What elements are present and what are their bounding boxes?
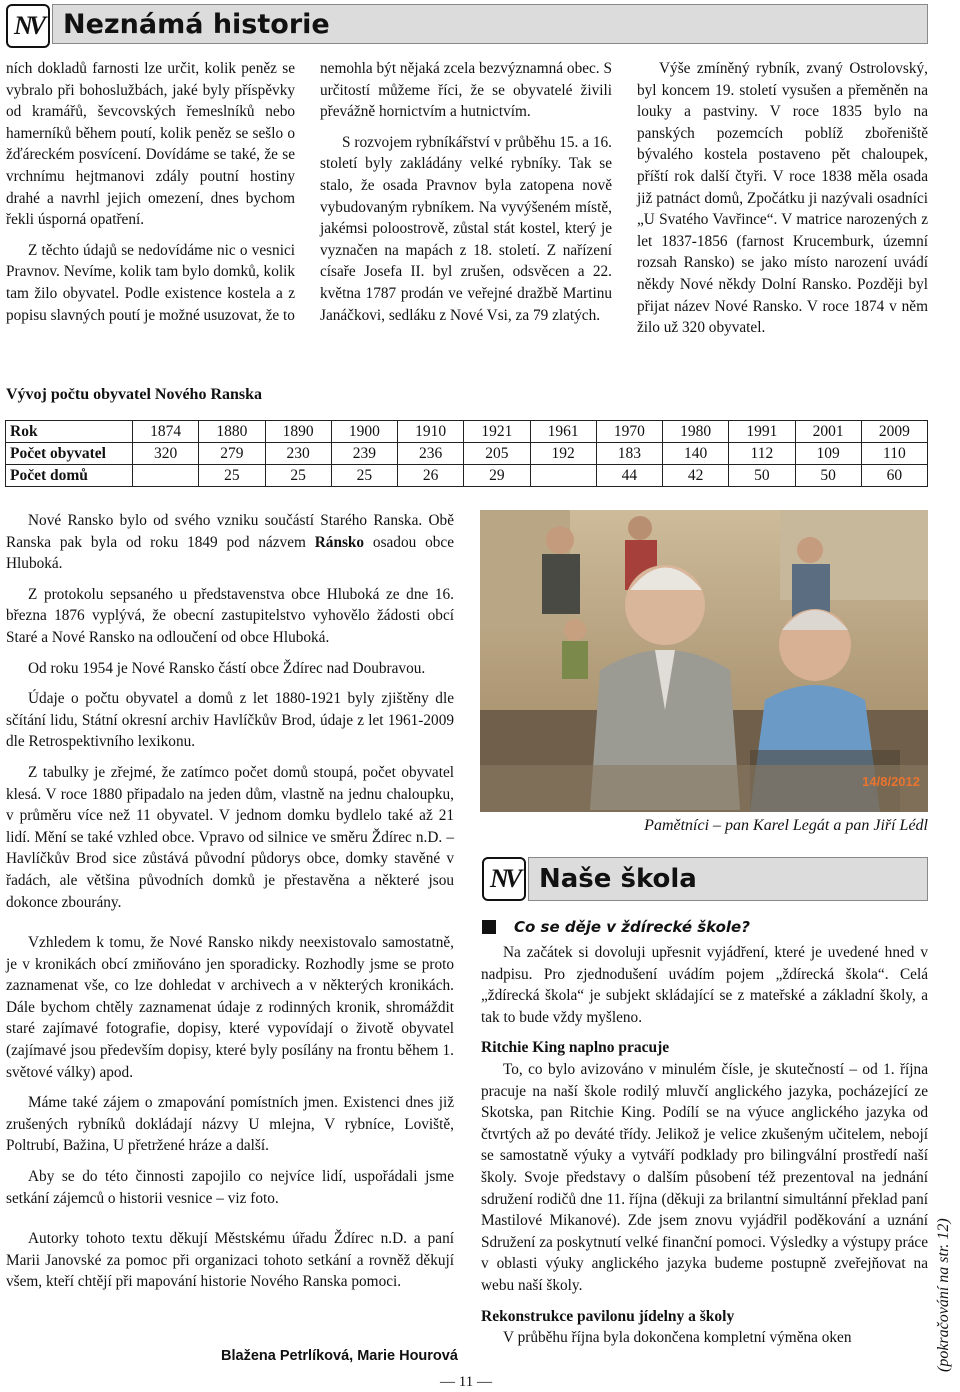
table-cell: 1991 bbox=[729, 421, 795, 443]
row-label: Počet domů bbox=[6, 465, 133, 487]
table-cell: 1890 bbox=[265, 421, 331, 443]
school-subtitle: Co se děje v ždírecké škole? bbox=[482, 918, 750, 936]
school-column bbox=[481, 942, 928, 1349]
table-cell: 1910 bbox=[398, 421, 464, 443]
photo-caption: Pamětníci – pan Karel Legát a pan Jiří Lédl bbox=[644, 817, 928, 834]
square-bullet-icon bbox=[482, 920, 496, 934]
paragraph: Od roku 1954 je Nové Ransko částí obce Ždírec nad Doubravou. bbox=[28, 659, 426, 677]
top-column-2 bbox=[320, 58, 612, 326]
table-caption: Vývoj počtu obyvatel Nového Ranska bbox=[6, 386, 263, 403]
table-cell: 239 bbox=[331, 443, 397, 465]
paragraph: Údaje o počtu obyvatel a domů z let 1880-1921 byly zjištěny dle sčítání lidu, Státní okresní archiv Havlíčkův Brod, údaje z let 1961-2009 dle Retrospektivního lexikonu. bbox=[6, 690, 454, 751]
table-cell: 1970 bbox=[596, 421, 662, 443]
table-cell: 1961 bbox=[530, 421, 596, 443]
table-cell: 1874 bbox=[133, 421, 199, 443]
paragraph: nemohla být nějaká zcela bezvýznamná obec. S určitostí můžeme říci, že se obyvatelé živili převážně hornictvím a hutnictvím. bbox=[320, 60, 612, 121]
paragraph: To, co bylo avizováno v minulém čísle, je skutečností – od 1. října pracuje na naší škole rodilý mluvčí anglického jazyka, pocházející ze Skotska, pan Ritchie King. Podílí se na výuce anglického jazyka od čtvrtých až po deváté třídy. Jelikož je velice zkušeným učitelem, nebojí se samostatně výuky a vytváří podklady pro bilingvální prostředí naší školy. Svoje představy o dalším působení též prezentoval na jednání sdružení rodičů dne 11. října (děkuji za brilantní simultánní překlad paní Mastilové Mikanové). Zde jsem znovu vyjádřil poděkování a uznání Sdružení za poskytnutí velké finanční pomoci. Výsledky a výstupy práce v oblasti výuky anglického jazyka budeme postupně zveřejňovat na webu naší školy. bbox=[481, 1060, 928, 1294]
table-cell: 140 bbox=[663, 443, 729, 465]
article-heading: Rekonstrukce pavilonu jídelny a školy bbox=[481, 1307, 735, 1325]
paragraph: Výše zmíněný rybník, zvaný Ostrolovský, byl koncem 19. století vysušen a přeměněn na louky a pastviny. V roce 1835 bylo na panských pozemcích poblíž zbořeniště bývalého kostela postaveno pět chaloupek, příští rok další čtyři. V roce 1838 měla osada již patnáct domů, Zpočátku ji nazývali osadníci „U Svatého Vavřince“. V matrice narozených z let 1837-1856 (farnost Krucemburk, územní rozsah Ransko) se jako místo narození uvádí někdy Nové někdy Dolní Ransko. Později byl přijat název Nové Ransko. V roce 1874 v něm žilo už 320 obyvatel. bbox=[637, 60, 928, 337]
table-cell: 2009 bbox=[861, 421, 927, 443]
table-cell: 26 bbox=[398, 465, 464, 487]
table-cell: 1880 bbox=[199, 421, 265, 443]
table-cell: 25 bbox=[199, 465, 265, 487]
table-row bbox=[6, 443, 928, 465]
table-cell: 60 bbox=[861, 465, 927, 487]
paragraph: Na začátek si dovoluji upřesnit vyjádření, které je uvedené hned v nadpisu. Pro zjednodušení uvádím pojem „ždírecká škola“. Celá „ždírecká škola“ je subjekt skládající se z mateřské a základní školy, a tak to bude vždy myšleno. bbox=[481, 944, 928, 1026]
table-row bbox=[6, 465, 928, 487]
paragraph: Z těchto údajů se nedovídáme nic o vesnici Pravnov. Nevíme, kolik tam bylo domků, kolik tam žilo obyvatel. Podle existence kostela a z popisu slavných poutí je možné usuzovat, že to bbox=[6, 241, 295, 324]
table-cell: 205 bbox=[464, 443, 530, 465]
paragraph: Z tabulky je zřejmé, že zatímco počet domů stoupá, počet obyvatel klesá. V roce 1880 připadalo na jeden dům, vlastně na jednu chaloupku, v průměru více než 11 obyvatel. V jednom domku bydlelo také až 21 lidí. Mění se také vzhled obce. Vpravo od silnice ve směru Ždírec n.D. – Havlíčkův Brod sice zůstává původní půdorys obce, domky stavěné v řadách, ale většina původních domků je přestavěna a některé jsou dokonce zbourány. bbox=[6, 763, 454, 911]
table-cell: 25 bbox=[265, 465, 331, 487]
paragraph: Z protokolu sepsaného u představenstva obce Hluboká ze dne 16. března 1876 vyplývá, že obecní zastupitelstvo vyhovělo žádosti obcí Staré a Nové Ransko na odloučení od obce Hluboká. bbox=[6, 585, 454, 646]
top-column-3 bbox=[637, 58, 928, 339]
school-section-logo: NV bbox=[482, 857, 526, 901]
section-title: Neznámá historie bbox=[52, 4, 928, 44]
table-cell: 42 bbox=[663, 465, 729, 487]
table-cell: 112 bbox=[729, 443, 795, 465]
paragraph: V průběhu října byla dokončena kompletní výměna oken bbox=[503, 1329, 852, 1347]
table-cell: 279 bbox=[199, 443, 265, 465]
table-cell: 1921 bbox=[464, 421, 530, 443]
paragraph: Vzhledem k tomu, že Nové Ransko nikdy neexistovalo samostatně, je v kronikách obcí zmiňováno jen sporadicky. Rozhodly jsme se proto zaznamenat vše, co lze dohledat v archivech a v některých kronikách. Dále bychom chtěly zaznamenat údaje z rodinných kronik, shromáždit staré zajímavé fotografie, dopisy, které vypovídají o životě obyvatel (zajímavé jsou především dopisy, které byly posílány na frontu během 1. světové války) apod. bbox=[6, 934, 454, 1081]
authors-signature: Blažena Petrlíková, Marie Hourová bbox=[221, 1348, 458, 1364]
table-cell: 230 bbox=[265, 443, 331, 465]
magazine-logo: NV bbox=[6, 4, 50, 48]
continuation-note: (pokračování na str. 12) bbox=[935, 1218, 952, 1372]
table-cell: 50 bbox=[795, 465, 861, 487]
table-cell: 1900 bbox=[331, 421, 397, 443]
paragraph: Nové Ransko bylo od svého vzniku součástí Starého Ranska. Obě Ranska pak byla od roku 1849 pod názvem Ránsko osadou obce Hluboká. bbox=[6, 512, 454, 573]
table-cell: 183 bbox=[596, 443, 662, 465]
paragraph: Máme také zájem o zmapování pomístních jmen. Existenci dnes již zrušených rybníků dokládají názvy U mlejna, V rybníce, Loviště, Poltrubí, Bažina, U přetržené hráze a další. bbox=[6, 1094, 454, 1155]
paragraph: Aby se do této činnosti zapojilo co nejvíce lidí, uspořádali jsme setkání zájemců o historii vesnice – viz foto. bbox=[6, 1168, 454, 1207]
table-cell: 236 bbox=[398, 443, 464, 465]
population-table bbox=[5, 420, 928, 487]
table-cell: 25 bbox=[331, 465, 397, 487]
row-label: Počet obyvatel bbox=[6, 443, 133, 465]
table-cell bbox=[530, 465, 596, 487]
table-cell bbox=[133, 465, 199, 487]
photo-illustration bbox=[480, 510, 928, 812]
table-row bbox=[6, 421, 928, 443]
lower-left-column bbox=[6, 510, 454, 1293]
table-cell: 29 bbox=[464, 465, 530, 487]
paragraph: S rozvojem rybníkářství v průběhu 15. a 16. století byly zakládány velké rybníky. Tak se stalo, že osada Pravnov byla zatopena nově vybudovaným rybníkem. Na vyvýšeném místě, jakémsi poloostrově, zůstal stát kostel, který je vyznačen na mapách z 18. století. Z nařízení císaře Josefa II. byl zrušen, odsvěcen a 22. května 1787 prodán ve veřejné dražbě Martinu Janáčkovi, sedláku z Nové Vsi, za 79 zlatých. bbox=[320, 133, 612, 324]
school-section-title: Naše škola bbox=[528, 857, 928, 901]
table-cell: 192 bbox=[530, 443, 596, 465]
table-cell: 1980 bbox=[663, 421, 729, 443]
article-heading: Ritchie King naplno pracuje bbox=[481, 1039, 670, 1057]
photo-memory-keepers bbox=[480, 510, 928, 812]
paragraph: Autorky tohoto textu děkují Městskému úřadu Ždírec n.D. a paní Marii Janovské za pomoc při organizaci tohoto setkání a rovněž děkují všem, kteří chtějí při mapování historie Nového Ranska pomoci. bbox=[6, 1230, 454, 1291]
row-label: Rok bbox=[6, 421, 133, 443]
table-cell: 110 bbox=[861, 443, 927, 465]
table-cell: 109 bbox=[795, 443, 861, 465]
top-column-1 bbox=[6, 58, 295, 326]
table-cell: 44 bbox=[596, 465, 662, 487]
table-cell: 50 bbox=[729, 465, 795, 487]
table-cell: 2001 bbox=[795, 421, 861, 443]
page-number: — 11 — bbox=[440, 1374, 492, 1390]
table-cell: 320 bbox=[133, 443, 199, 465]
photo-date-stamp: 14/8/2012 bbox=[862, 774, 920, 789]
paragraph: ních dokladů farnosti lze určit, kolik peněz se vybralo při bohoslužbách, jaké byly příspěvky od kramářů, ševcovských řemeslníků nebo hamerníků během poutí, kolik peněz se sešlo o žďáreckém posvícení. Dovídáme se také, že se vrchnímu hejtmanovi zdály poutní hostiny drahé a navrhl jejich omezení, dnes bychom řekli úsporná opatření. bbox=[6, 60, 295, 229]
